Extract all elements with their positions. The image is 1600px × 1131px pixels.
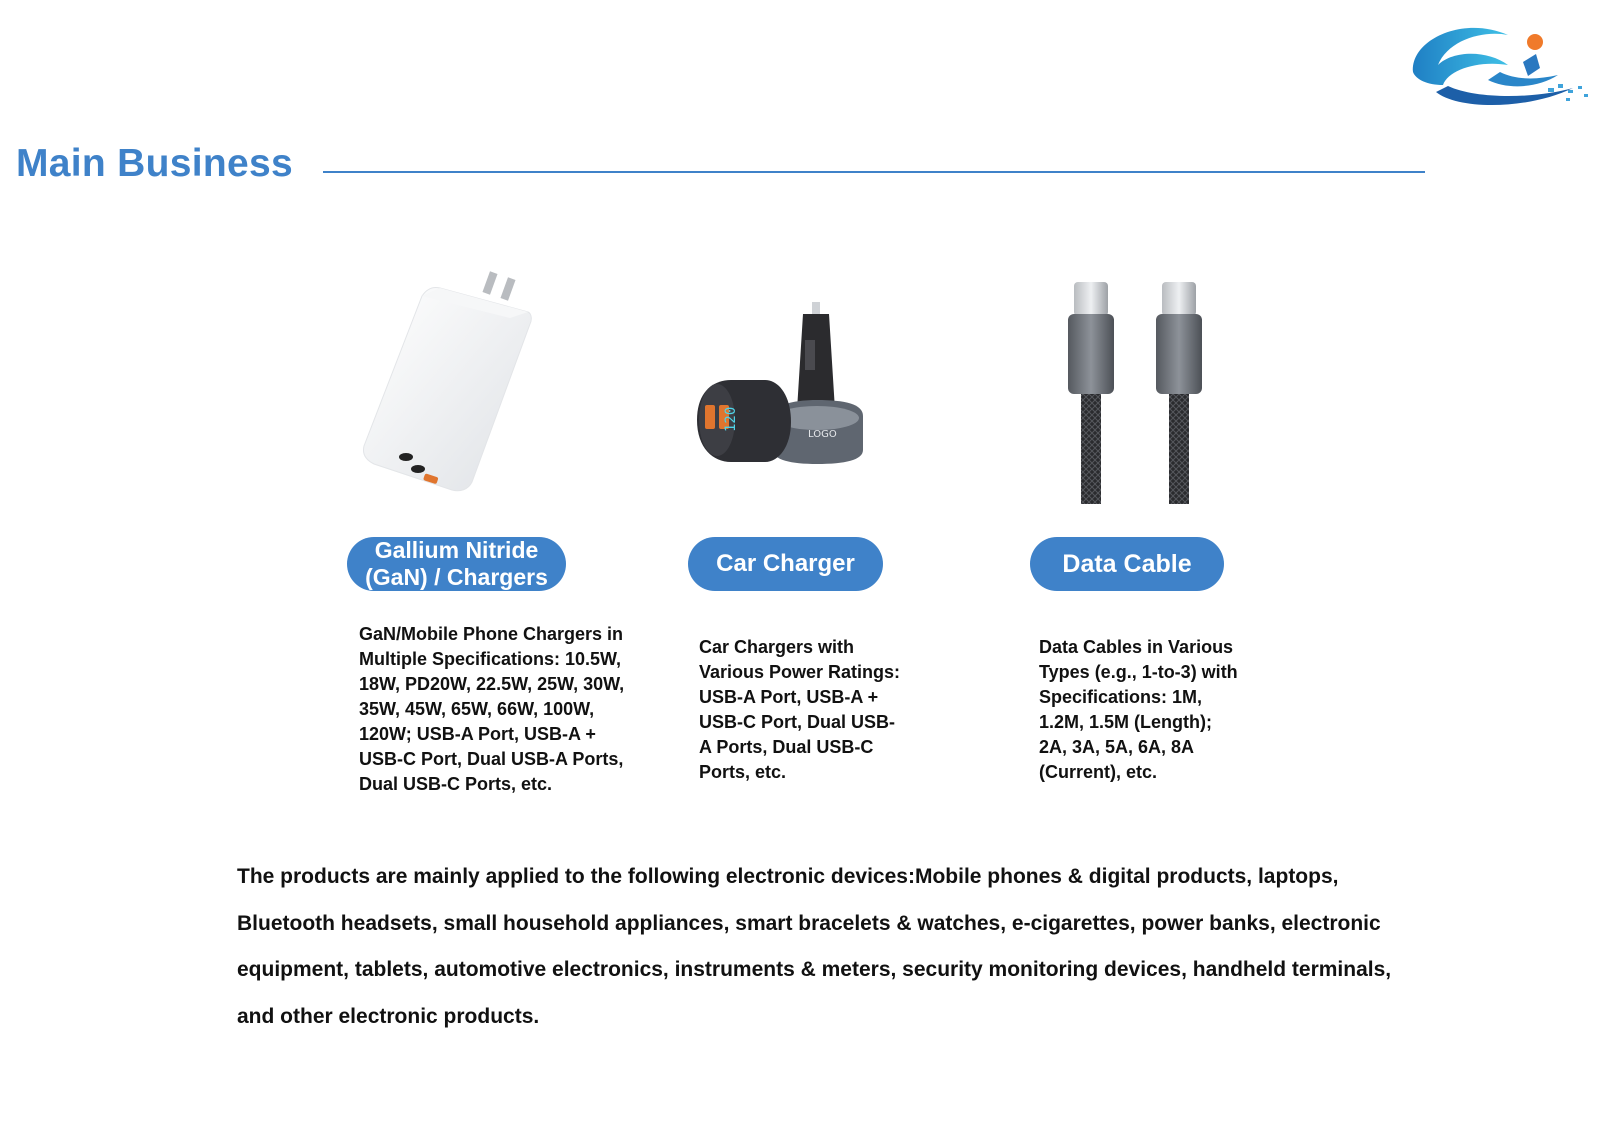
application-summary: The products are mainly applied to the following electronic devices:Mobile phones & digital products, laptops, Bluetooth headsets, small household appliances, smart bracelets & watches, e-cigarettes, power banks, electronic equipment, tablets, automotive electronics, instruments & meters, security monitoring devices, handheld terminals, and other electronic products. xyxy=(237,865,1392,1028)
data-cable-description: Data Cables in Various Types (e.g., 1-to-3) with Specifications: 1M, 1.2M, 1.5M (Length); 2A, 3A, 5A, 6A, 8A (Current), etc. xyxy=(1039,637,1238,782)
page-title: Main Business xyxy=(16,142,293,185)
gan-charger-image xyxy=(360,270,540,500)
title-divider xyxy=(323,171,1425,173)
data-cable-label: Data Cable xyxy=(1030,537,1224,591)
gan-charger-description: GaN/Mobile Phone Chargers in Multiple Specifications: 10.5W, 18W, PD20W, 22.5W, 25W, 30W, 35W, 45W, 65W, 66W, 100W, 120W; USB-A Port, USB-A + USB-C Port, Dual USB-A Ports, Dual USB-C Ports, etc. xyxy=(359,624,625,794)
car-charger-logo-text: LOGO xyxy=(808,429,837,440)
car-charger-description: Car Chargers with Various Power Ratings: USB-A Port, USB-A + USB-C Port, Dual USB-A Ports, Dual USB-C Ports, etc. xyxy=(699,637,901,782)
car-charger-display: 120 xyxy=(723,406,739,432)
car-charger-label: Car Charger xyxy=(688,537,883,591)
data-cable-image xyxy=(1065,280,1215,510)
company-logo xyxy=(1408,10,1600,120)
gan-charger-label: Gallium Nitride (GaN) / Chargers xyxy=(347,537,566,591)
car-charger-image xyxy=(695,300,885,475)
